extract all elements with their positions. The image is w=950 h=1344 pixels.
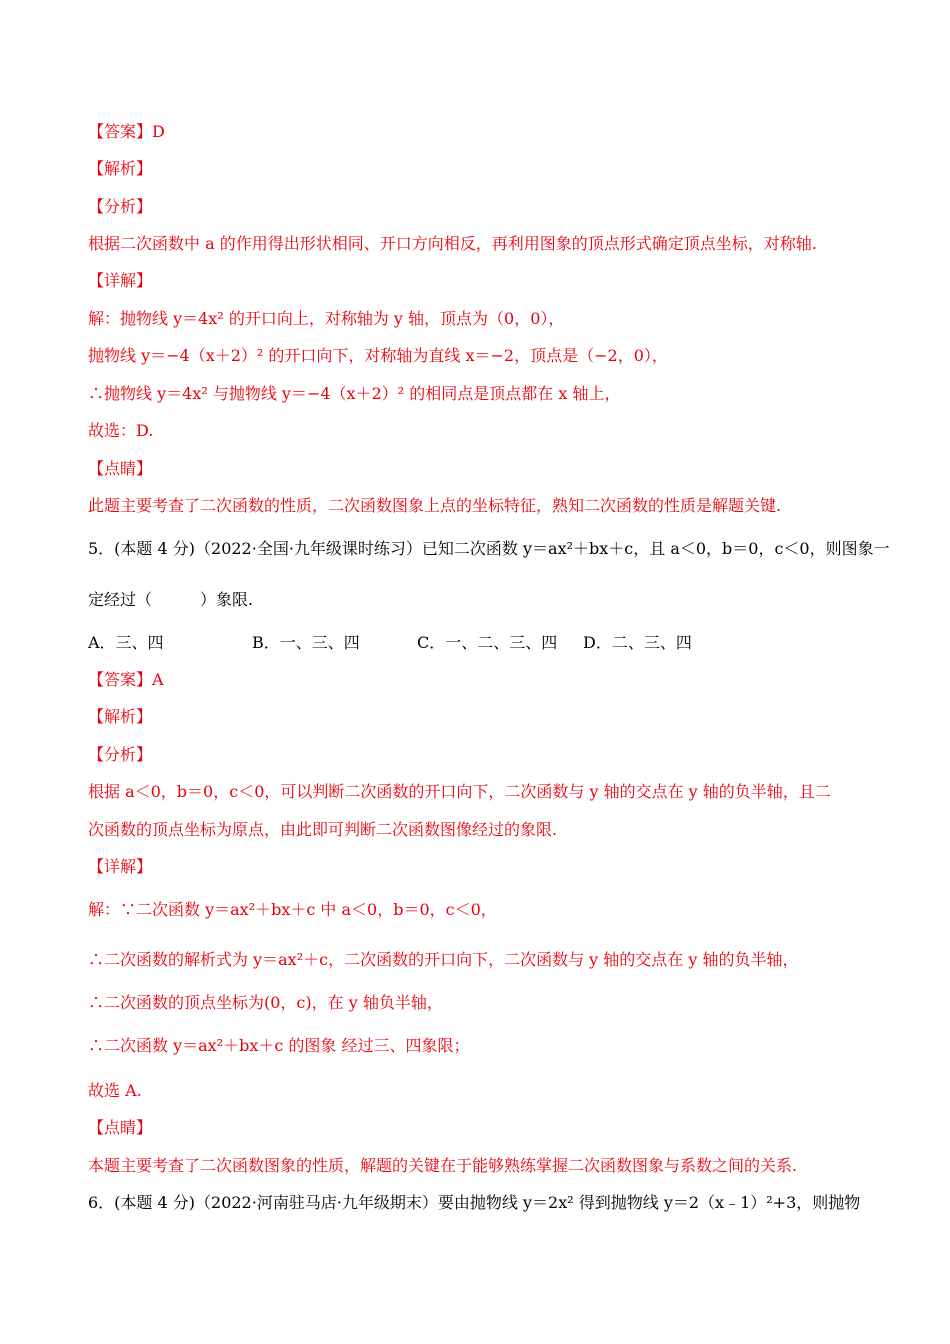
q5-detail-line-1: 解：∵二次函数 y＝ax²＋bx＋c 中 a＜0，b＝0，c＜0， (88, 900, 497, 919)
q5-detail-line-3: ∴二次函数的顶点坐标为(0，c)，在 y 轴负半轴， (88, 993, 443, 1012)
q4-comment: 此题主要考查了二次函数的性质，二次函数图象上点的坐标特征，熟知二次函数的性质是解题关键. (88, 496, 782, 515)
q5-option-c: C．一、二、三、四 (417, 633, 558, 652)
q5-detail-line-4: ∴二次函数 y＝ax²＋bx＋c 的图象 经过三、四象限； (88, 1036, 470, 1055)
q5-option-a: A．三、四 (88, 633, 164, 652)
answer-value: A (152, 670, 164, 689)
q4-jiexi-tag: 【解析】 (88, 159, 153, 178)
answer-tag: 【答案】 (88, 670, 153, 689)
q4-xiangjie-tag: 【详解】 (88, 271, 153, 290)
q5-dianjing-tag: 【点睛】 (88, 1118, 153, 1137)
q5-stem: 5．(本题 4 分)（2022·全国·九年级课时练习）已知二次函数 y＝ax²＋bx＋c，且 a＜0，b＝0，c＜0，则图象一 (88, 539, 890, 558)
q5-fenxi-tag: 【分析】 (88, 745, 153, 764)
q5-analysis-line-2: 次函数的顶点坐标为原点，由此即可判断二次函数图像经过的象限. (88, 820, 558, 839)
q5-option-d: D．二、三、四 (583, 633, 692, 652)
q4-analysis: 根据二次函数中 a 的作用得出形状相同、开口方向相反，再利用图象的顶点形式确定顶点坐标，对称轴. (88, 234, 817, 253)
q5-detail-line-2: ∴二次函数的解析式为 y＝ax²＋c，二次函数的开口向下，二次函数与 y 轴的交点在 y 轴的负半轴， (88, 950, 799, 969)
q4-answer (88, 121, 165, 143)
q4-detail-line-3: ∴抛物线 y＝4x² 与抛物线 y＝−4（x＋2）² 的相同点是顶点都在 x 轴上， (88, 384, 621, 403)
q4-detail-line-2: 抛物线 y＝−4（x＋2）² 的开口向下，对称轴为直线 x＝−2，顶点是（−2，0）， (88, 346, 668, 365)
q5-detail-line-5: 故选 A. (88, 1081, 142, 1100)
q5-comment: 本题主要考查了二次函数图象的性质，解题的关键在于能够熟练掌握二次函数图象与系数之间的关系. (88, 1156, 798, 1175)
answer-value: D (152, 122, 165, 141)
q5-option-b: B．一、三、四 (252, 633, 360, 652)
q6-stem: 6．(本题 4 分)（2022·河南驻马店·九年级期末）要由抛物线 y＝2x² 得到抛物线 y＝2（x﹣1）²+3，则抛物 (88, 1193, 861, 1212)
q5-jiexi-tag: 【解析】 (88, 707, 153, 726)
q5-answer (88, 669, 164, 691)
q4-detail-line-1: 解：抛物线 y＝4x² 的开口向上，对称轴为 y 轴，顶点为（0，0）， (88, 309, 565, 328)
q4-dianjing-tag: 【点睛】 (88, 459, 153, 478)
q5-stem-cont: 定经过（ ）象限. (88, 590, 254, 609)
q5-analysis-line-1: 根据 a＜0，b＝0，c＜0，可以判断二次函数的开口向下，二次函数与 y 轴的交点在 y 轴的负半轴，且二 (88, 782, 831, 801)
answer-tag: 【答案】 (88, 122, 153, 141)
q5-xiangjie-tag: 【详解】 (88, 857, 153, 876)
q4-detail-line-4: 故选：D. (88, 421, 154, 440)
q4-fenxi-tag: 【分析】 (88, 197, 153, 216)
